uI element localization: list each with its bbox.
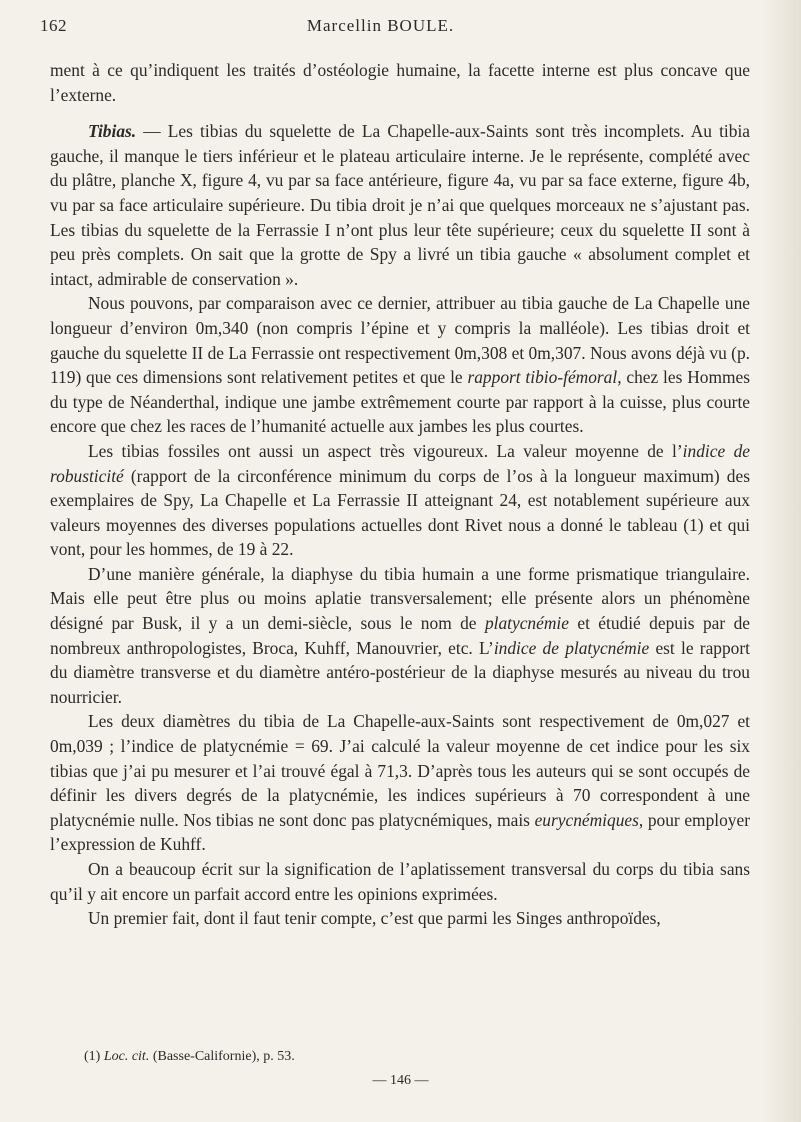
paragraph-7: On a beaucoup écrit sur la signification de l’aplatissement transversal du corps du tibia sans qu’il y ait encore un parfait accord entre les opinions exprimées. bbox=[50, 859, 750, 904]
paragraph-1: ment à ce qu’indiquent les traités d’ostéologie humaine, la facette interne est plus concave que l’externe. bbox=[50, 60, 750, 105]
footnote bbox=[84, 1049, 295, 1065]
emphasis-term: rapport tibio-fémoral bbox=[467, 367, 618, 388]
emphasis-term: indice de robusticité bbox=[50, 440, 750, 486]
folio: — 146 — bbox=[372, 1073, 429, 1088]
footnote-marker: (1) bbox=[84, 1049, 101, 1064]
emphasis-term: eurycnémiques bbox=[534, 809, 639, 830]
running-head: Marcellin BOULE. bbox=[306, 16, 455, 35]
paragraph-4: Les tibias fossiles ont aussi un aspect très vigoureux. La valeur moyenne de l’indice de robusticité (rapport de la circonférence minimum du corps de l’os à la longueur maximum) des exemplaires de Spy, La Chapelle et La Ferrassie II atteignant 24, est notablement supérieure aux valeurs moyennes des diverses populations actuelles dont Rivet nous a donné le tableau (1) et qui vont, pour les hommes, de 19 à 22. bbox=[50, 440, 750, 560]
emphasis-term: platycnémie bbox=[484, 613, 569, 634]
page-number: 162 bbox=[40, 16, 67, 35]
emphasis-term: indice de platycnémie bbox=[493, 637, 650, 658]
text-body bbox=[50, 58, 750, 931]
section-lead-word: Tibias. bbox=[88, 121, 137, 142]
page-header bbox=[40, 16, 721, 46]
paragraph-5: D’une manière générale, la diaphyse du tibia humain a une forme prismatique triangulaire. Mais elle peut être plus ou moins aplatie transversalement; elle présente alors un phénomène désigné par Busk, il y a un demi-siècle, sous le nom de platycnémie et étudié depuis par de nombreux anthropologistes, Broca, Kuhff, Manouvrier, etc. L’indice de platycnémie est le rapport du diamètre transverse et du diamètre antéro-postérieur de la diaphyse mesurés au niveau du trou nourricier. bbox=[50, 563, 750, 707]
page-edge-shadow bbox=[761, 0, 801, 1122]
paragraph-3: Nous pouvons, par comparaison avec ce dernier, attribuer au tibia gauche de La Chapelle une longueur d’environ 0m,340 (non compris l’épine et y compris la malléole). Les tibias droit et gauche du squelette II de La Ferrassie ont respectivement 0m,308 et 0m,307. Nous avons déjà vu (p. 119) que ces dimensions sont relativement petites et que le rapport tibio-fémoral, chez les Hommes du type de Néanderthal, indique une jambe extrêmement courte par rapport à la cuisse, plus courte encore que chez les races de l’humanité actuelle aux jambes les plus courtes. bbox=[50, 293, 750, 437]
footnote-citation: Loc. cit. bbox=[103, 1049, 150, 1064]
footnote-text: (Basse-Californie), p. 53. bbox=[152, 1049, 295, 1064]
paragraph-8: Un premier fait, dont il faut tenir compte, c’est que parmi les Singes anthropoïdes, bbox=[88, 908, 661, 929]
paragraph-tibias: Tibias. — Les tibias du squelette de La Chapelle-aux-Saints sont très incomplets. Au tibia gauche, il manque le tiers inférieur et le plateau articulaire interne. Je le représente, complété avec du plâtre, planche X, figure 4, vu par sa face antérieure, figure 4a, vu par sa face externe, figure 4b, vu par sa face articulaire supérieure. Du tibia droit je n’ai que quelques morceaux ne s’ajustant pas. Les tibias du squelette de la Ferrassie I n’ont plus leur tête supérieure; ceux du squelette II sont à peu près complets. On sait que la grotte de Spy a livré un tibia gauche « absolument complet et intact, admirable de conservation ». bbox=[50, 121, 750, 289]
paragraph-6: Les deux diamètres du tibia de La Chapelle-aux-Saints sont respectivement de 0m,027 et 0m,039 ; l’indice de platycnémie = 69. J’ai calculé la valeur moyenne de cet indice pour les six tibias que j’ai pu mesurer et l’ai trouvé égal à 71,3. D’après tous les auteurs qui se sont occupés de définir les divers degrés de la platycnémie, les indices supérieurs à 70 correspondent à une platycnémie nulle. Nos tibias ne sont donc pas platycnémiques, mais eurycnémiques, pour employer l’expression de Kuhff. bbox=[50, 711, 750, 855]
